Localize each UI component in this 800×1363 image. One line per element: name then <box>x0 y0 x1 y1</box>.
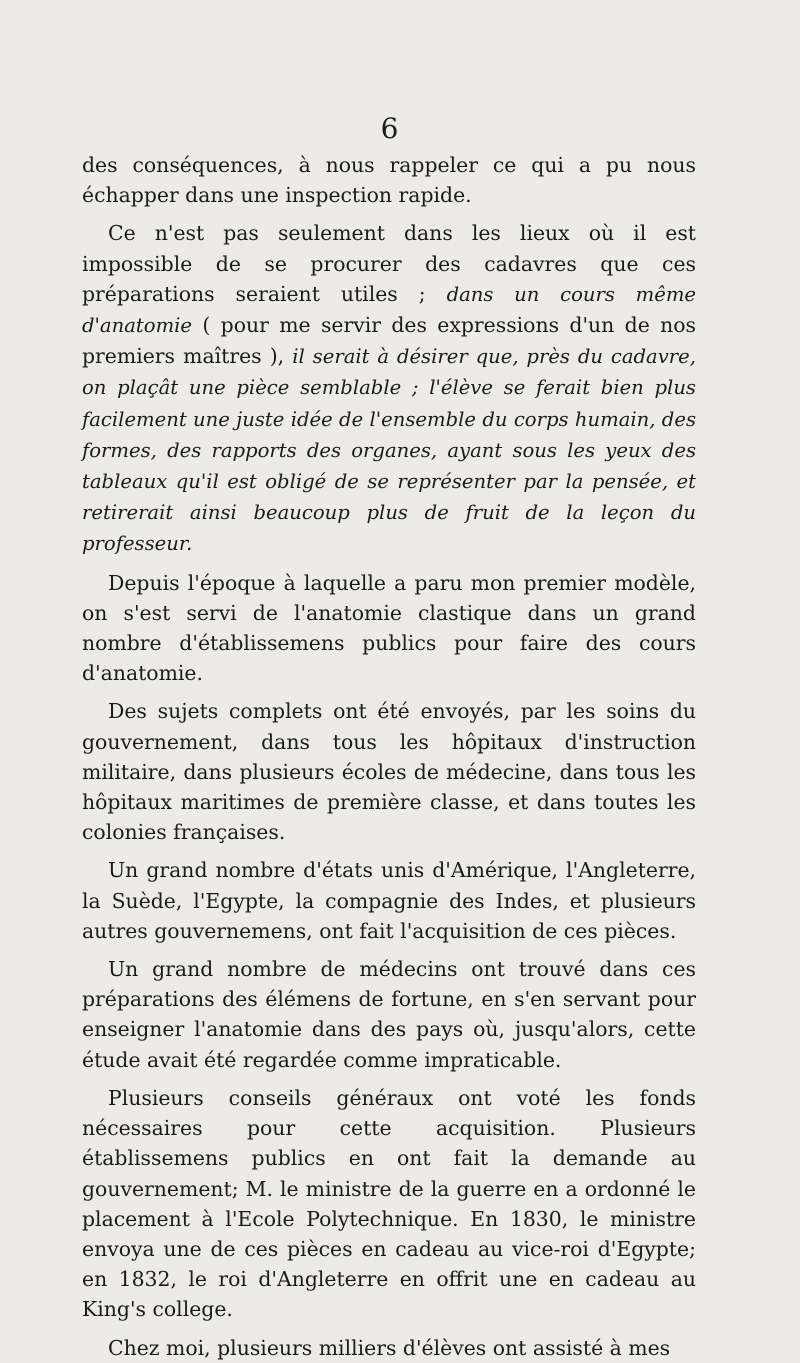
paragraph-etats-unis: Un grand nombre d'états unis d'Amérique, l'Angleterre, la Suède, l'Egypte, la compagnie des Indes, et plusieurs autres gouvernemens, ont fait l'acquisition de ces pièces. <box>82 858 696 943</box>
paragraph-chez-moi: Chez moi, plusieurs milliers d'élèves ont assisté à mes <box>108 1335 671 1360</box>
page-number: 6 <box>380 112 400 145</box>
body-text <box>82 150 696 1363</box>
paragraph-sujets-complets: Des sujets complets ont été envoyés, par les soins du gouvernement, dans tous les hôpitaux d'instruction militaire, dans plusieurs écoles de médecine, dans tous les hôpitaux maritimes de première classe, et dans toutes les colonies françaises. <box>82 699 696 845</box>
paragraph-conseils-generaux: Plusieurs conseils généraux ont voté les fonds nécessaires pour cette acquisition. Plusieurs établissemens publics en ont fait la demande au gouvernement; M. le ministre de la guerre en a ordonné le placement à l'Ecole Polytechnique. En 1830, le ministre envoya une de ces pièces en cadeau au vice-roi d'Egypte; en 1832, le roi d'Angleterre en offrit une en cadeau au King's college. <box>82 1085 696 1322</box>
paragraph-cadavres-quotation: il serait à désirer que, près du cadavre, on plaçât une pièce semblable ; l'élève se ferait bien plus facilement une juste idée de l'ensemble du corps humain, des formes, des rapports des organes, ayant sous les yeux des tableaux qu'il est obligé de se représenter par la pensée, et retirerait ainsi beaucoup plus de fruit de la leçon du professeur. <box>82 345 696 556</box>
paragraph-medecins: Un grand nombre de médecins ont trouvé dans ces préparations des élémens de fortune, en s'en servant pour enseigner l'anatomie dans des pays où, jusqu'alors, cette étude avait été regardée comme impraticable. <box>82 957 696 1072</box>
paragraph-continuation: des conséquences, à nous rappeler ce qui a pu nous échapper dans une inspection rapide. <box>82 153 696 208</box>
paragraph-cadavres-intro: Ce n'est pas seulement dans les lieux où il est impossible de se procurer des cadavres que ces préparations seraient utiles ; <box>82 221 696 306</box>
paragraph-cadavres <box>82 218 696 559</box>
paragraph-premier-modele: Depuis l'époque à laquelle a paru mon premier modèle, on s'est servi de l'anatomie clastique dans un grand nombre d'établissemens publics pour faire des cours d'anatomie. <box>82 570 696 686</box>
paragraph-cadavres-aside: ( pour me servir des expressions d'un de nos premiers maîtres ), <box>82 313 696 369</box>
paragraph-cadavres-italic-phrase: dans un cours même d'anatomie <box>82 282 696 338</box>
